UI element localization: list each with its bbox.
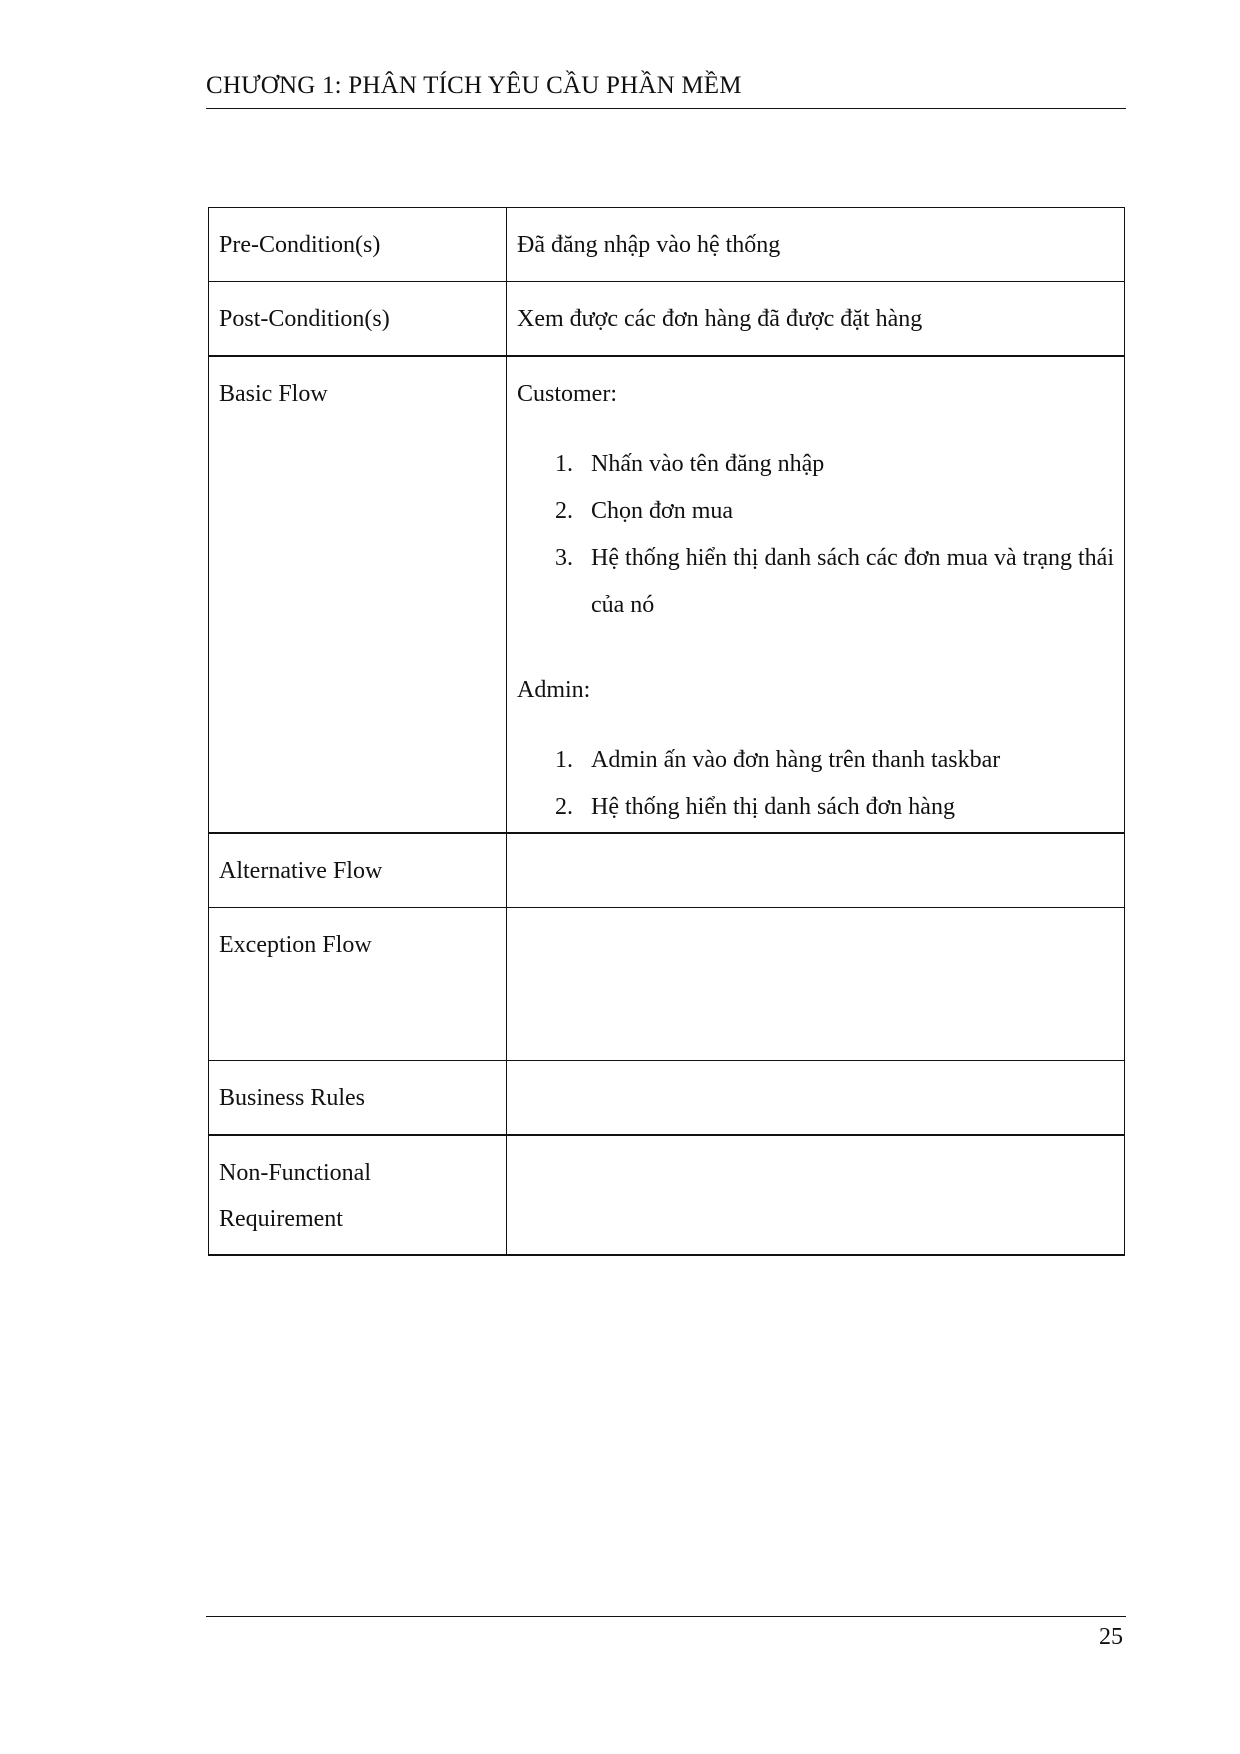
business-rules-value-cell <box>507 1061 1125 1136</box>
step-text: Hệ thống hiển thị danh sách đơn hàng <box>591 794 955 820</box>
admin-actor-title: Admin: <box>517 677 591 703</box>
footer-divider <box>206 1616 1126 1617</box>
exception-flow-value <box>517 908 1114 922</box>
list-item <box>555 535 1114 629</box>
basic-flow-value-cell <box>507 356 1125 833</box>
non-functional-label-line2: Requirement <box>219 1206 343 1232</box>
step-number: 2. <box>555 794 573 820</box>
list-item <box>555 784 1114 831</box>
page-number: 25 <box>1099 1624 1123 1650</box>
use-case-table <box>208 207 1125 1256</box>
post-condition-label: Post-Condition(s) <box>219 306 390 332</box>
list-item <box>555 441 1114 488</box>
non-functional-label-cell <box>209 1135 507 1255</box>
business-rules-label-cell <box>209 1061 507 1136</box>
basic-flow-label-cell <box>209 356 507 833</box>
table-row-pre-condition <box>209 208 1125 282</box>
admin-steps-list <box>517 737 1114 831</box>
table-row-post-condition <box>209 282 1125 357</box>
step-text: Chọn đơn mua <box>591 498 734 524</box>
step-number: 1. <box>555 747 573 773</box>
table-row-basic-flow <box>209 356 1125 833</box>
post-condition-label-cell <box>209 282 507 357</box>
chapter-header-title: CHƯƠNG 1: PHÂN TÍCH YÊU CẦU PHẦN MỀM <box>206 72 742 99</box>
non-functional-label <box>219 1136 496 1242</box>
pre-condition-value-cell <box>507 208 1125 282</box>
pre-condition-label: Pre-Condition(s) <box>219 232 381 258</box>
pre-condition-value: Đã đăng nhập vào hệ thống <box>517 232 781 258</box>
exception-flow-value-cell <box>507 908 1125 1061</box>
business-rules-value <box>517 1061 1114 1075</box>
exception-flow-label: Exception Flow <box>219 932 372 958</box>
business-rules-label: Business Rules <box>219 1085 366 1111</box>
non-functional-label-line1: Non-Functional <box>219 1160 371 1186</box>
post-condition-value-cell <box>507 282 1125 357</box>
customer-steps-list <box>517 441 1114 629</box>
table-row-alternative-flow <box>209 833 1125 908</box>
step-text: Nhấn vào tên đăng nhập <box>591 451 825 477</box>
basic-flow-label: Basic Flow <box>219 381 328 407</box>
alternative-flow-label: Alternative Flow <box>219 858 383 884</box>
step-number: 1. <box>555 451 573 477</box>
header-divider <box>206 108 1126 109</box>
alternative-flow-value-cell <box>507 833 1125 908</box>
alternative-flow-label-cell <box>209 833 507 908</box>
step-number: 2. <box>555 498 573 524</box>
list-item <box>555 737 1114 784</box>
step-text: Hệ thống hiển thị danh sách các đơn mua và trạng thái của nó <box>591 545 1114 618</box>
table-row-business-rules <box>209 1061 1125 1136</box>
list-item <box>555 488 1114 535</box>
non-functional-value-cell <box>507 1135 1125 1255</box>
table-row-non-functional <box>209 1135 1125 1255</box>
exception-flow-label-cell <box>209 908 507 1061</box>
pre-condition-label-cell <box>209 208 507 282</box>
post-condition-value: Xem được các đơn hàng đã được đặt hàng <box>517 306 923 332</box>
alternative-flow-value <box>517 834 1114 848</box>
customer-actor-title: Customer: <box>517 381 617 407</box>
non-functional-value <box>517 1136 1114 1150</box>
step-text: Admin ấn vào đơn hàng trên thanh taskbar <box>591 747 1001 773</box>
step-number: 3. <box>555 545 573 571</box>
table-row-exception-flow <box>209 908 1125 1061</box>
